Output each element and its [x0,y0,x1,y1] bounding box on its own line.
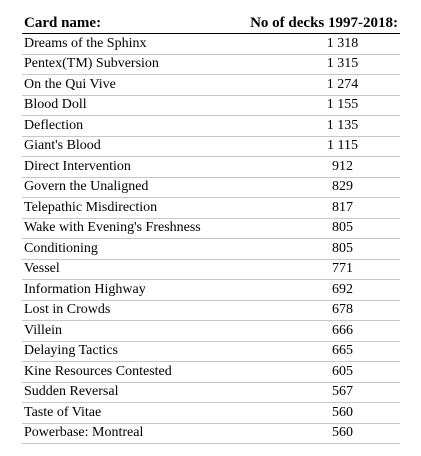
table-row [22,136,400,157]
deck-count-cell: 805 [227,239,400,260]
header-row [22,10,400,34]
card-name-cell: Wake with Evening's Freshness [22,218,227,239]
card-name-cell: Pentex(TM) Subversion [22,54,227,75]
deck-count-cell: 829 [227,177,400,198]
card-name-cell: Powerbase: Montreal [22,423,227,444]
table-row [22,321,400,342]
deck-count-cell: 1 315 [227,54,400,75]
table-row [22,218,400,239]
card-name-cell: Lost in Crowds [22,300,227,321]
table-row [22,403,400,424]
deck-count-cell: 692 [227,280,400,301]
card-name-cell: Deflection [22,116,227,137]
table-row [22,116,400,137]
table-row [22,382,400,403]
table-body [22,34,400,444]
card-name-cell: Delaying Tactics [22,341,227,362]
card-name-cell: Taste of Vitae [22,403,227,424]
deck-count-cell: 678 [227,300,400,321]
table-row [22,75,400,96]
deck-count-cell: 567 [227,382,400,403]
card-name-cell: Vessel [22,259,227,280]
deck-count-cell: 605 [227,362,400,383]
card-name-cell: Dreams of the Sphinx [22,34,227,55]
card-name-cell: Sudden Reversal [22,382,227,403]
table-row [22,341,400,362]
card-name-cell: Telepathic Misdirection [22,198,227,219]
deck-count-cell: 560 [227,423,400,444]
deck-count-cell: 1 135 [227,116,400,137]
card-name-cell: Blood Doll [22,95,227,116]
table-row [22,239,400,260]
card-deck-table [22,10,400,444]
deck-count-cell: 817 [227,198,400,219]
table-row [22,300,400,321]
card-name-cell: On the Qui Vive [22,75,227,96]
table-row [22,54,400,75]
table-row [22,157,400,178]
table-row [22,34,400,55]
deck-count-cell: 1 274 [227,75,400,96]
card-name-cell: Kine Resources Contested [22,362,227,383]
table-row [22,259,400,280]
column-header-deck-count: No of decks 1997-2018: [227,10,400,34]
deck-count-cell: 771 [227,259,400,280]
card-name-cell: Villein [22,321,227,342]
deck-count-cell: 805 [227,218,400,239]
column-header-card-name: Card name: [22,10,227,34]
deck-count-cell: 666 [227,321,400,342]
table-row [22,423,400,444]
table-row [22,177,400,198]
deck-count-cell: 665 [227,341,400,362]
deck-count-cell: 1 318 [227,34,400,55]
table-row [22,280,400,301]
card-name-cell: Information Highway [22,280,227,301]
card-name-cell: Direct Intervention [22,157,227,178]
deck-count-cell: 912 [227,157,400,178]
table-row [22,95,400,116]
card-name-cell: Govern the Unaligned [22,177,227,198]
table-row [22,198,400,219]
table-row [22,362,400,383]
deck-count-cell: 560 [227,403,400,424]
table-header [22,10,400,34]
deck-count-cell: 1 155 [227,95,400,116]
card-name-cell: Conditioning [22,239,227,260]
card-name-cell: Giant's Blood [22,136,227,157]
deck-count-cell: 1 115 [227,136,400,157]
